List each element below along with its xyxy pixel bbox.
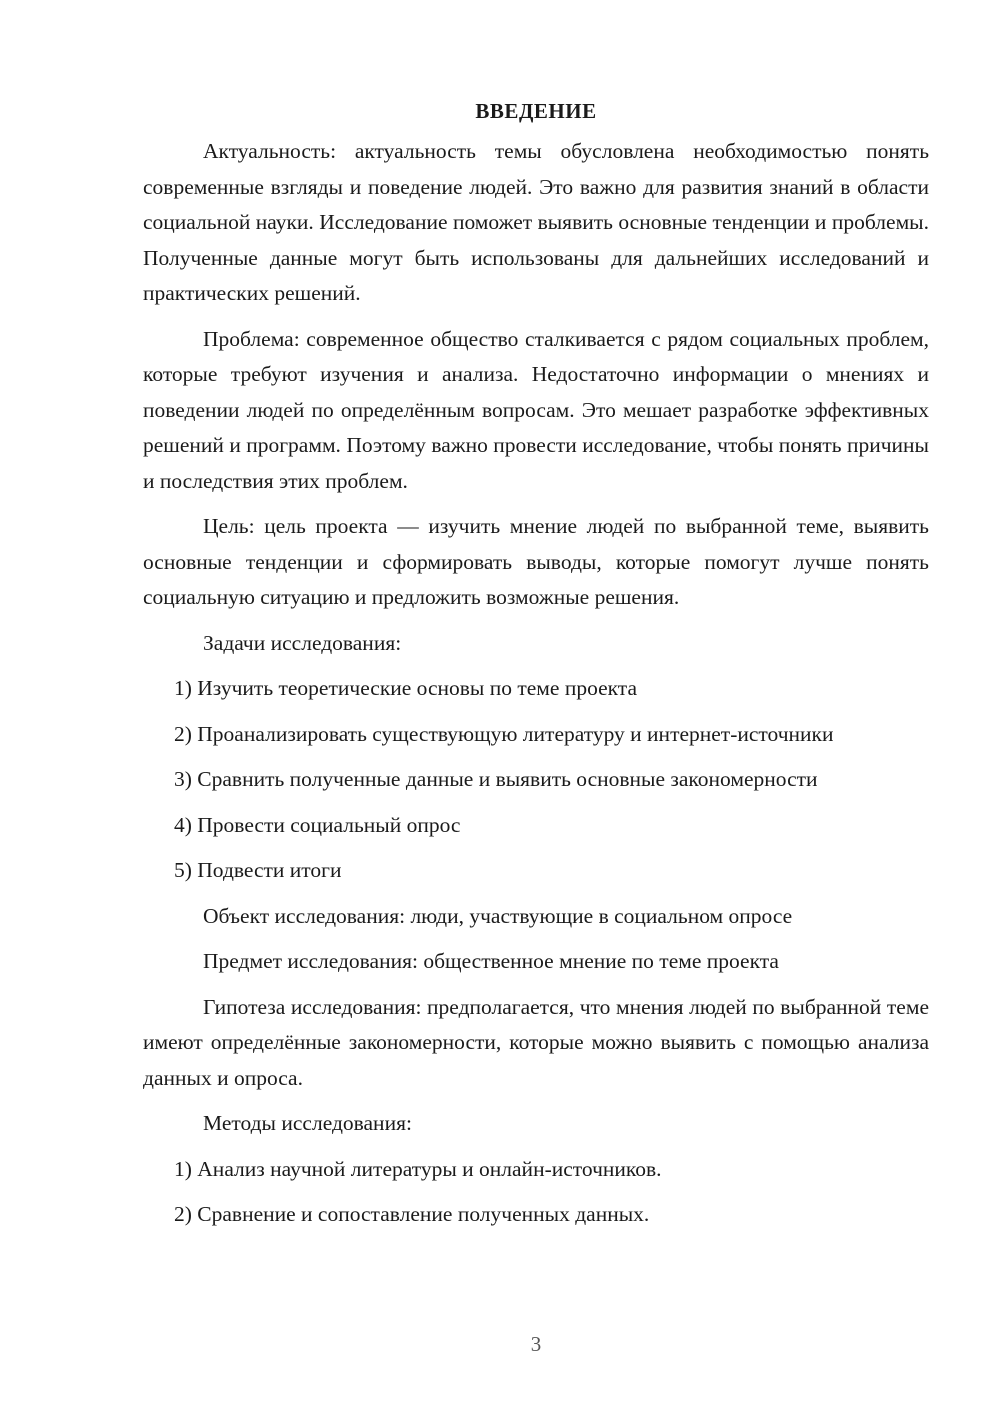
task-item: 3) Сравнить полученные данные и выявить основные закономерности bbox=[174, 767, 818, 791]
methods-heading: Методы исследования: bbox=[203, 1111, 412, 1135]
tasks-heading: Задачи исследования: bbox=[203, 630, 402, 655]
document-body bbox=[143, 96, 929, 1243]
task-item: 4) Провести социальный опрос bbox=[174, 812, 461, 837]
subject-paragraph: Предмет исследования: общественное мнение по теме проекта bbox=[203, 949, 779, 973]
method-item: 2) Сравнение и сопоставление полученных данных. bbox=[174, 1202, 650, 1226]
goal-paragraph: Цель: цель проекта — изучить мнение людей по выбранной теме, выявить основные тенденции и сформировать выводы, которые помогут лучше понять социальную ситуацию и предложить возможные решения. bbox=[143, 514, 929, 609]
task-item: 1) Изучить теоретические основы по теме проекта bbox=[174, 676, 638, 700]
page-number: 3 bbox=[530, 1332, 542, 1356]
object-paragraph: Объект исследования: люди, участвующие в социальном опросе bbox=[203, 903, 793, 928]
method-item: 1) Анализ научной литературы и онлайн-источников. bbox=[174, 1156, 662, 1181]
section-title: ВВЕДЕНИЕ bbox=[475, 99, 597, 123]
task-item: 5) Подвести итоги bbox=[174, 858, 342, 882]
problem-paragraph: Проблема: современное общество сталкивается с рядом социальных проблем, которые требуют изучения и анализа. Недостаточно информации о мнениях и поведении людей по определённым вопросам. Это мешает разработке эффективных решений и программ. Поэтому важно провести исследование, чтобы понять причины и последствия этих проблем. bbox=[143, 326, 929, 493]
relevance-paragraph: Актуальность: актуальность темы обусловлена необходимостью понять современные взгляды и поведение людей. Это важно для развития знаний в области социальной науки. Исследование поможет выявить основные тенденции и проблемы. Полученные данные могут быть использованы для дальнейших исследований и практических решений. bbox=[143, 139, 929, 305]
task-item: 2) Проанализировать существующую литературу и интернет-источники bbox=[174, 721, 834, 746]
hypothesis-paragraph: Гипотеза исследования: предполагается, что мнения людей по выбранной теме имеют определённые закономерности, которые можно выявить с помощью анализа данных и опроса. bbox=[143, 994, 929, 1090]
